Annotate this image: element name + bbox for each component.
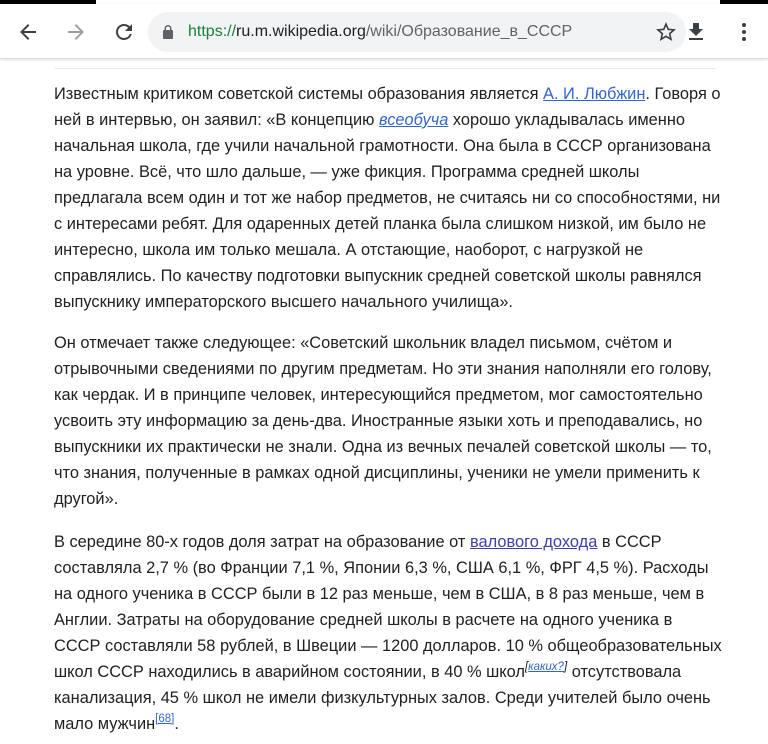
article-paragraph-1 (54, 81, 722, 315)
article-paragraph-2 (54, 330, 722, 512)
back-button[interactable] (8, 12, 48, 52)
menu-button[interactable] (724, 12, 764, 52)
browser-toolbar (0, 4, 768, 59)
note-close-bracket: ] (563, 661, 568, 673)
link-valovoy-dohod[interactable]: валового дохода (469, 533, 598, 551)
note-open-bracket: [ (524, 661, 529, 673)
url-scheme: https:// (188, 23, 237, 40)
p3-text-4: . (174, 715, 179, 733)
reference-68-link[interactable]: [68] (155, 713, 175, 725)
link-vseobuch[interactable]: всеобуча (379, 111, 449, 129)
address-bar[interactable] (148, 12, 686, 52)
p2-text-1: Он отмечает также следующее: «Советский школьник владел письмом, счётом и отрывочными сведениями по другим предметам. Но эти знания наполняли его голову, как чердак. И в принципе человек, интересующийся предметом, мог самостоятельно усвоить эту информацию за день-два. Иностранные языки хоть и преподавались, но выпускники их практически не знали. Одна из вечных печалей советской школы — то, что знания, полученные в рамках одной дисциплины, ученики не умели применить к другой». (54, 334, 712, 508)
p1-text-1: Известным критиком советской системы образования является (54, 85, 544, 103)
star-icon (654, 20, 678, 44)
p3-text-3: отсутствовала канализация, 45 % школ не имели физкультурных залов. Среди учителей было очень мало мужчин (54, 663, 711, 733)
p1-text-2: . Говоря о ней в интервью, он заявил: «В концепцию (54, 85, 721, 129)
link-lyubzhin[interactable]: А. И. Любжин (543, 85, 646, 103)
forward-button[interactable] (56, 12, 96, 52)
url-host: ru.m.wikipedia.org (236, 23, 366, 40)
which-ones-link[interactable]: каких? (528, 661, 564, 673)
p3-text-2: в СССР составляла 2,7 % (во Франции 7,1 %, Японии 6,3 %, США 6,1 %, ФРГ 4,5 %). Расходы на одного ученика в СССР были в 12 раз меньше, чем в США, в 8 раз меньше, чем в Англии. Затраты на оборудование средней школы в расчете на одного ученика в СССР составляли 58 рублей, в Швеции — 1200 долларов. 10 % общеобразовательных школ СССР находились в аварийном состоянии, в 40 % школ (54, 533, 722, 681)
section-divider (54, 68, 716, 69)
download-icon (684, 20, 708, 44)
download-button[interactable] (676, 12, 716, 52)
reference-68 (155, 713, 174, 725)
back-arrow-icon (16, 20, 40, 44)
reload-icon (112, 20, 136, 44)
url-text[interactable] (188, 22, 572, 42)
p3-text-1: В середине 80-х годов доля затрат на образование от (54, 533, 470, 551)
article-paragraph-3 (54, 529, 722, 737)
forward-arrow-icon (64, 20, 88, 44)
url-path: /wiki/Образование_в_СССР (365, 23, 573, 40)
citation-needed-note (525, 661, 567, 673)
lock-icon (162, 24, 174, 40)
reload-button[interactable] (104, 12, 144, 52)
p1-text-3: хорошо укладывалась именно начальная школа, где учили начальной грамотности. Она была в СССР организована на уровне. Всё, что шло дальше, — уже фикция. Программа средней школы предлагала всем один и тот же набор предметов, не считаясь ни со способностями, ни с интересами ребят. Для одаренных детей планка была слишком низкой, им было не интересно, школа им только мешала. А отстающие, наоборот, с нагрузкой не справлялись. По качеству подготовки выпускник средней советской школы равнялся выпускнику императорского высшего начального училища». (54, 111, 721, 311)
more-vert-icon (732, 20, 756, 44)
